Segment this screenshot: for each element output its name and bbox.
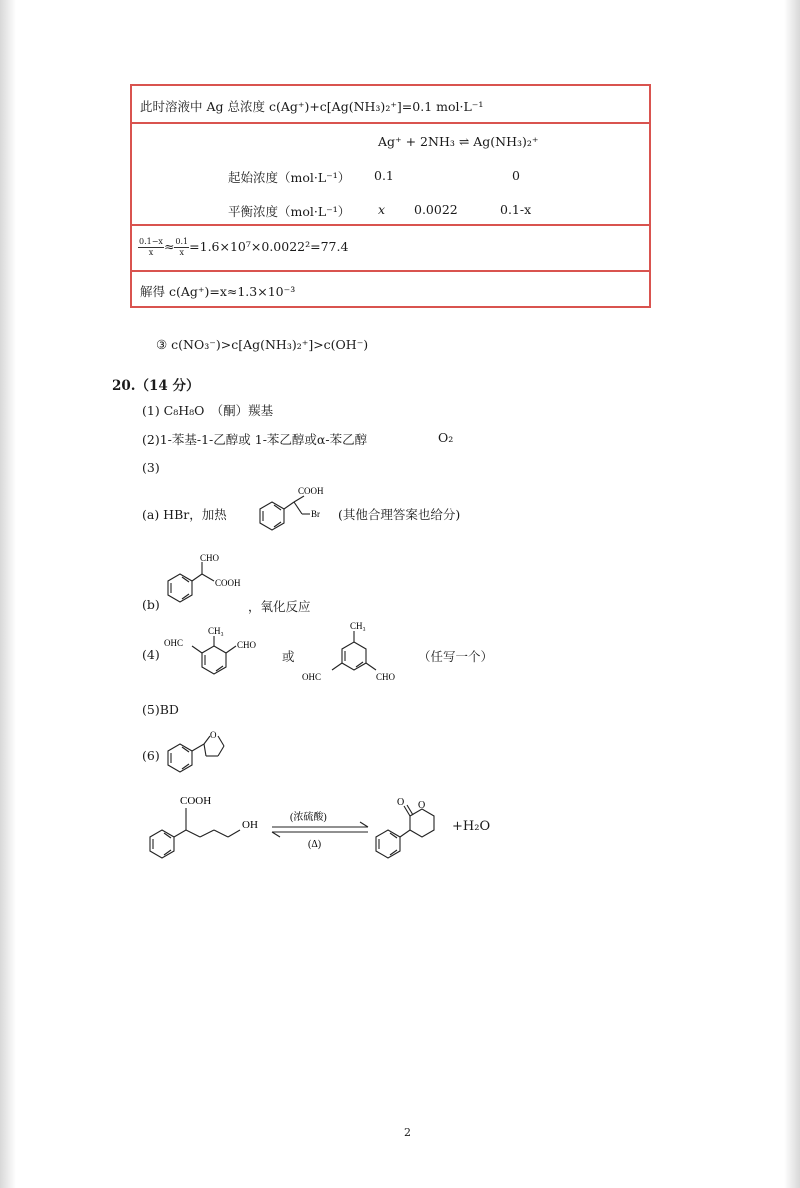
table-row-total-ag (130, 84, 651, 124)
page-edge-left (0, 0, 16, 1188)
structure-lactone (368, 788, 452, 862)
structure-5-methylisophthalaldehyde (300, 618, 410, 688)
ch3-label: CH₃ (208, 626, 224, 636)
o-label-ring: O (210, 730, 217, 740)
answer-20-3: (3) (142, 460, 160, 475)
catalyst-label: (浓硫酸) (290, 812, 327, 823)
ch3-label-4b: CH₃ (350, 621, 366, 631)
table-row-result (130, 270, 651, 308)
answer-20-4-note: （任写一个） (418, 649, 494, 664)
answer-20-2-o2: O₂ (438, 430, 454, 445)
reaction-equilibrium-arrow (268, 806, 372, 852)
total-ag-text: 此时溶液中 Ag 总浓度 c(Ag⁺)+c[Ag(NH₃)₂⁺]=0.1 mol·L⁻¹ (140, 99, 484, 114)
k-calc: $\frac{0.1-x}{x}$ ≈ $\frac{0.1}{x}$ =1.6×10⁷×0.0022²=77.4 (139, 237, 349, 257)
answer-20-1: (1) C₈H₈O （酮）羰基 (142, 403, 274, 418)
answer-20-6-label: (6) (142, 748, 160, 763)
structure-hydroxy-acid (140, 786, 266, 866)
br-label: Br (311, 509, 320, 519)
initial-ag: 0.1 (374, 168, 394, 183)
cooh-label-6: COOH (180, 795, 212, 807)
equil-complex: 0.1-x (500, 202, 532, 217)
answer-3: ③ c(NO₃⁻)>c[Ag(NH₃)₂⁺]>c(OH⁻) (156, 337, 369, 352)
fraction-1: $\frac{0.1-x}{x}$ (139, 237, 163, 257)
answer-20-5: (5)BD (142, 702, 179, 717)
ohc-label-4b: OHC (302, 672, 322, 682)
equil-nh3: 0.0022 (414, 202, 458, 217)
page-edge-right (784, 0, 800, 1188)
result-text: 解得 c(Ag⁺)=x≈1.3×10⁻³ (140, 284, 296, 299)
ohc-label: OHC (164, 638, 184, 648)
cho-label-4b: CHO (376, 672, 396, 682)
structure-2-methylisophthalaldehyde (162, 624, 274, 684)
heat-label: (Δ) (308, 839, 322, 850)
o-label-carbonyl: O (397, 797, 405, 808)
answer-20-3b-note: ，氧化反应 (248, 599, 311, 614)
structure-2-phenyltetrahydrofuran (160, 726, 250, 778)
page-number: 2 (404, 1126, 411, 1139)
table-row-equilibrium (130, 122, 651, 226)
cooh-label: COOH (298, 486, 324, 496)
fraction-2: $\frac{0.1}{x}$ (175, 237, 189, 257)
o-label-ring-lactone: O (418, 800, 426, 811)
answer-20-4-or: 或 (282, 649, 295, 664)
equilibrium-equation: Ag⁺ + 2NH₃ ⇌ Ag(NH₃)₂⁺ (378, 134, 539, 149)
equil-conc-label: 平衡浓度（mol·L⁻¹） (228, 204, 351, 219)
question-20-heading: 20.（14 分） (112, 378, 200, 394)
answer-20-2: (2)1-苯基-1-乙醇或 1-苯乙醇或α-苯乙醇 (142, 432, 368, 447)
cho-label-4a: CHO (237, 640, 257, 650)
answer-20-3a-note: (其他合理答案也给分) (338, 507, 461, 522)
cho-label: CHO (200, 553, 220, 563)
equil-ag: x (378, 202, 386, 217)
oh-label-6: OH (242, 819, 258, 831)
answer-20-3b-label: (b) (142, 597, 160, 612)
initial-conc-label: 起始浓度（mol·L⁻¹） (228, 170, 351, 185)
water-product: +H₂O (452, 819, 491, 834)
structure-phenyl-bromopropanoic-acid (252, 480, 334, 538)
answer-20-3a-label: (a) HBr，加热 (142, 507, 227, 522)
structure-phenyl-formylacetic-acid (160, 548, 256, 610)
cooh-label-b: COOH (215, 578, 241, 588)
initial-complex: 0 (512, 168, 520, 183)
table-row-calc (130, 224, 651, 272)
answer-20-4-label: (4) (142, 647, 160, 662)
